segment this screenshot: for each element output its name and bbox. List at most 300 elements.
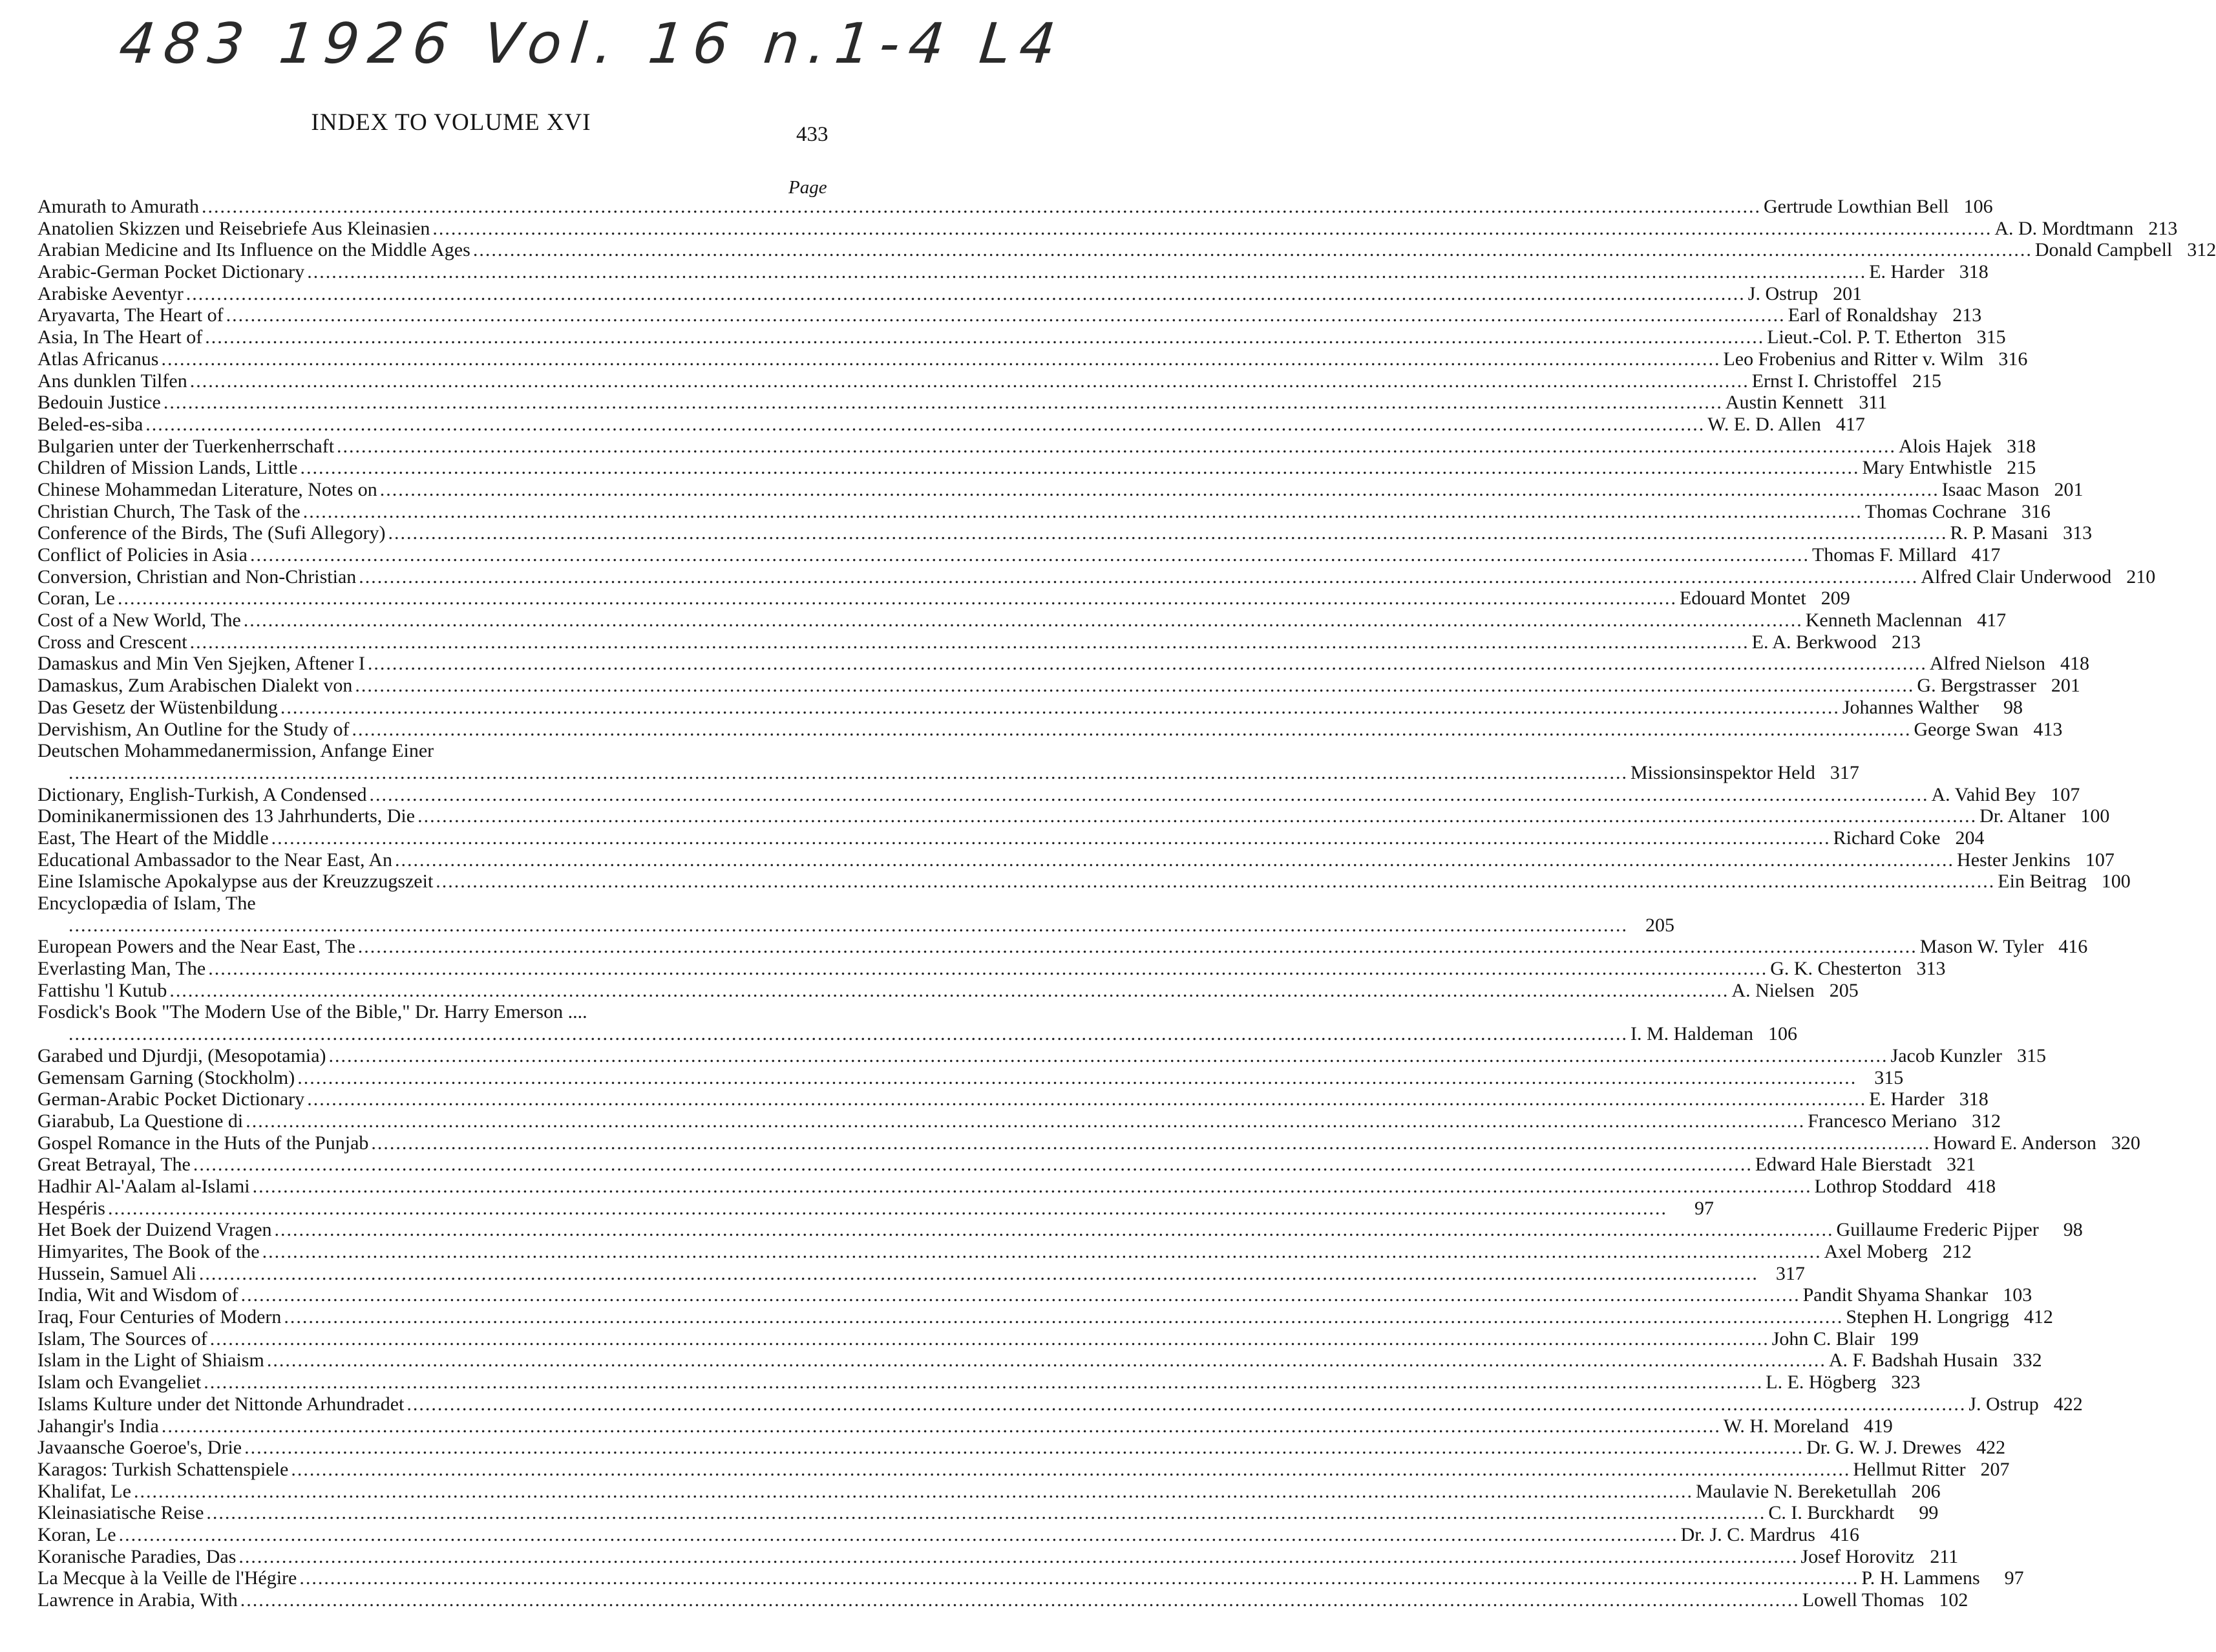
entry-page: 318 [2007,435,2036,457]
entry-page: 199 [1889,1328,1919,1350]
entry-page: 422 [2053,1393,2083,1415]
index-entry [37,1219,2083,1241]
entry-page: 412 [2023,1306,2053,1328]
dot-leader [473,239,2032,261]
dot-leader [244,609,1803,631]
index-entry [37,196,1993,218]
index-entry [37,1523,1859,1546]
index-entry [37,304,1982,326]
entry-title: Fosdick's Book "The Modern Use of the Bible," Dr. Harry Emerson .... [37,1001,587,1023]
dot-leader [246,1110,1805,1132]
dot-leader [297,1067,1857,1089]
index-entry [37,783,2080,806]
dot-leader [432,218,1992,240]
entry-author: Guillaume Frederic Pijper [1836,1219,2039,1241]
entry-page: 416 [1830,1523,1859,1545]
entry-page: 102 [1939,1589,1968,1611]
entry-page: 312 [2187,239,2216,261]
entry-author: Lieut.-Col. P. T. Etherton [1767,326,1962,348]
entry-author: A. F. Badshah Husain [1828,1350,1998,1371]
dot-leader [202,196,1761,218]
entry-page: 318 [1959,261,1989,283]
dot-leader [355,675,1914,697]
entry-page: 315 [2016,1044,2046,1066]
index-entry [37,740,839,762]
entry-title: Everlasting Man, The [37,958,206,980]
dot-leader [69,915,1628,937]
entry-title: Islam och Evangeliet [37,1371,202,1393]
dot-leader [388,522,1947,544]
entry-page: 97 [2004,1567,2024,1589]
entry-author: G. K. Chesterton [1770,958,1902,980]
index-entry [37,544,2001,566]
entry-title: Asia, In The Heart of [37,326,203,348]
entry-author: W. E. D. Allen [1707,413,1821,435]
handwritten-call-number: 483 1926 Vol. 16 n.1-4 L4 [116,12,1068,76]
entry-title: Christian Church, The Task of the [37,500,301,522]
entry-author: G. Bergstrasser [1917,675,2036,697]
entry-page: 418 [2060,653,2089,675]
entry-author: A. D. Mordtmann [1994,217,2134,239]
entry-author: C. I. Burckhardt [1768,1502,1895,1524]
entry-page: 213 [1952,304,1982,326]
dot-leader [267,1350,1826,1371]
index-entry [37,827,1985,849]
entry-author: Edouard Montet [1679,588,1806,609]
dot-leader [238,1546,1798,1568]
index-entry [37,1437,2006,1459]
entry-author: Missionsinspektor Held [1630,761,1815,783]
entry-page: 201 [2051,675,2080,697]
index-entry [37,653,2089,675]
entry-author: Francesco Meriano [1808,1110,1957,1132]
index-entry [37,936,2088,958]
dot-leader [241,1284,1800,1306]
dot-leader [275,1219,1834,1241]
entry-author: Ernst I. Christoffel [1751,370,1897,392]
entry-page: 419 [1863,1415,1893,1437]
entry-author: Pandit Shyama Shankar [1802,1284,1989,1306]
entry-page: 99 [1919,1502,1939,1524]
index-entry [37,522,2093,544]
dot-leader [118,588,1677,609]
entry-author: Lowell Thomas [1802,1589,1925,1611]
dot-leader [69,762,1628,784]
entry-title: La Mecque à la Veille de l'Hégire [37,1567,297,1589]
entry-page: 212 [1942,1241,1972,1262]
entry-page: 417 [1977,609,2007,631]
entry-author: Donald Campbell [2034,239,2173,261]
dot-leader [169,980,1729,1002]
entry-page: 107 [2085,849,2115,871]
entry-author: Gertrude Lowthian Bell [1763,196,1949,217]
entry-page: 103 [2003,1284,2032,1306]
entry-title: European Powers and the Near East, The [37,936,355,958]
page-title: INDEX TO VOLUME XVI [311,109,591,136]
entry-author: Dr. G. W. J. Drewes [1806,1437,1962,1459]
dot-leader [190,631,1749,653]
entry-page: 422 [1976,1437,2006,1459]
dot-leader [291,1459,1850,1481]
dot-leader [253,1176,1812,1198]
entry-page: 318 [1959,1088,1989,1110]
index-entry [37,282,1862,305]
dot-leader [271,827,1831,849]
entry-author: L. E. Högberg [1766,1371,1877,1393]
entry-title: Coran, Le [37,588,115,609]
entry-title: Gospel Romance in the Huts of the Punjab [37,1132,369,1154]
dot-leader [307,261,1866,283]
entry-page: 205 [1829,979,1859,1001]
entry-author: Alfred Clair Underwood [1921,566,2112,588]
entry-author: Johannes Walther [1842,696,1979,718]
entry-author: P. H. Lammens [1861,1567,1980,1589]
entry-page: 100 [2101,871,2131,893]
index-entry [37,1262,1805,1285]
index-entry [37,609,2007,631]
dot-leader [395,849,1954,871]
entry-title: Hespéris [37,1197,105,1219]
entry-author: Earl of Ronaldshay [1788,304,1938,326]
dot-leader [436,871,1995,893]
dot-leader [307,1088,1866,1110]
entry-title: Bedouin Justice [37,392,161,414]
index-entry [37,718,2063,741]
entry-title: Ans dunklen Tilfen [37,370,187,392]
entry-author: Alois Hajek [1899,435,1992,457]
dot-leader [145,414,1705,436]
dot-leader [119,1524,1678,1546]
index-entry [37,1480,1941,1503]
entry-author: Austin Kennett [1725,392,1844,414]
dot-leader [244,1437,1804,1459]
entry-title: Karagos: Turkish Schattenspiele [37,1458,289,1480]
entry-author: Stephen H. Longrigg [1846,1306,2009,1328]
entry-page: 311 [1859,392,1888,414]
entry-page: 97 [1694,1197,1714,1219]
entry-page: 316 [1998,348,2028,370]
index-entry [37,696,2023,719]
index-entry [37,675,2080,697]
entry-page: 213 [2148,217,2178,239]
index-entry [37,500,2051,523]
index-entry [37,1371,1921,1393]
dot-leader [208,958,1768,980]
index-entry [37,588,1850,609]
entry-page: 205 [1645,914,1674,936]
entry-title: Amurath to Amurath [37,196,199,217]
dot-leader [240,1589,1800,1611]
entry-title: Arabian Medicine and Its Influence on the Middle Ages [37,239,470,261]
entry-title: Islam in the Light of Shiaism [37,1350,264,1371]
entry-author: Kenneth Maclennan [1805,609,1963,631]
entry-title: Conference of the Birds, The (Sufi Allegory) [37,522,386,544]
entry-title: Lawrence in Arabia, With [37,1589,238,1611]
entry-title: Children of Mission Lands, Little [37,457,298,479]
dot-leader [250,544,1810,566]
index-entry [37,893,839,915]
index-entry [37,261,1989,283]
index-entry [37,958,1946,980]
entry-author: Jacob Kunzler [1890,1044,2002,1066]
index-entry [37,566,2156,588]
page-number: 433 [796,123,828,146]
index-entry [37,761,1859,784]
entry-page: 100 [2080,805,2110,827]
index-entry [37,478,2084,501]
entry-author: E. Harder [1869,261,1945,283]
index-entry [37,457,2036,479]
entry-page: 107 [2051,783,2080,805]
dot-leader [164,392,1723,414]
dot-leader [262,1241,1822,1263]
entry-page: 323 [1891,1371,1921,1393]
entry-title: Eine Islamische Apokalypse aus der Kreuzzugszeit [37,871,434,893]
index-entry [37,1458,2010,1481]
entry-author: Howard E. Anderson [1933,1132,2096,1154]
entry-page: 317 [1830,761,1859,783]
entry-page: 315 [1976,326,2006,348]
entry-author: E. Harder [1869,1088,1945,1110]
entry-author: Josef Horovitz [1800,1545,1915,1567]
entry-page: 98 [2003,696,2023,718]
index-entry [37,1110,2001,1132]
entry-author: Dr. J. C. Mardrus [1680,1523,1815,1545]
entry-title: Arabiske Aeventyr [37,282,184,304]
dot-leader [206,1502,1766,1524]
entry-page: 321 [1947,1154,1976,1176]
entry-author: Leo Frobenius and Ritter v. Wilm [1723,348,1984,370]
index-entry [37,1001,839,1023]
entry-title: Himyarites, The Book of the [37,1241,260,1262]
entry-author: Hellmut Ritter [1853,1458,1966,1480]
index-entry [37,1066,1904,1089]
dot-leader [406,1393,1966,1415]
entry-title: Koranische Paradies, Das [37,1545,237,1567]
dot-leader [380,479,1939,501]
dot-leader [337,436,1896,458]
entry-author: Dr. Altaner [1979,805,2066,827]
entry-page: 98 [2063,1219,2083,1241]
entry-title: Islam, The Sources of [37,1328,207,1350]
entry-page: 315 [1874,1066,1904,1088]
entry-title: Bulgarien unter der Tuerkenherrschaft [37,435,335,457]
entry-title: Cross and Crescent [37,631,187,653]
index-entry [37,1350,2042,1371]
entry-author: I. M. Haldeman [1630,1023,1753,1045]
index-entry [37,979,1859,1002]
dot-leader [108,1198,1667,1220]
index-entry [37,1284,2032,1306]
dot-leader [162,1415,1721,1437]
entry-page: 106 [1768,1023,1797,1045]
dot-leader [300,457,1859,479]
entry-page: 418 [1967,1175,1996,1197]
entry-page: 106 [1963,196,1993,217]
dot-leader [303,501,1862,523]
entry-author: George Swan [1914,718,2019,740]
dot-leader [417,805,1977,827]
dot-leader [210,1328,1769,1350]
entry-title: Atlas Africanus [37,348,159,370]
index-entry [37,1415,1893,1437]
entry-title: Encyclopædia of Islam, The [37,893,256,914]
index-entry [37,392,1888,414]
entry-title: Arabic-German Pocket Dictionary [37,261,305,283]
entry-author: Mary Entwhistle [1862,457,1992,479]
entry-title: Damaskus, Zum Arabischen Dialekt von [37,675,353,697]
entry-title: Het Boek der Duizend Vragen [37,1219,272,1241]
entry-title: Dictionary, English-Turkish, A Condensed [37,783,367,805]
entry-title: India, Wit and Wisdom of [37,1284,238,1306]
entry-title: Iraq, Four Centuries of Modern [37,1306,282,1328]
index-entry [37,435,2036,458]
entry-title: Gemensam Garning (Stockholm) [37,1066,295,1088]
index-entry [37,1567,2024,1589]
entry-title: Hussein, Samuel Ali [37,1262,196,1284]
entry-author: Thomas F. Millard [1811,544,1957,566]
entry-title: Conversion, Christian and Non-Christian [37,566,357,588]
index-list [37,196,2216,1611]
entry-page: 313 [1916,958,1946,980]
entry-author: A. Vahid Bey [1931,783,2036,805]
entry-author: John C. Blair [1771,1328,1875,1350]
entry-title: Beled-es-siba [37,413,143,435]
entry-page: 211 [1930,1545,1959,1567]
entry-title: Islams Kulture under det Nittonde Arhundradet [37,1393,405,1415]
index-entry [37,1241,1972,1263]
entry-author: J. Ostrup [1747,282,1819,304]
index-entry [37,1023,1797,1045]
dot-leader [186,283,1746,305]
dot-leader [226,304,1786,326]
entry-page: 313 [2063,522,2093,544]
entry-page: 215 [1912,370,1941,392]
entry-author: Hester Jenkins [1957,849,2071,871]
entry-page: 207 [1980,1458,2010,1480]
entry-title: Chinese Mohammedan Literature, Notes on [37,478,377,500]
index-entry [37,370,1941,392]
entry-title: Kleinasiatische Reise [37,1502,204,1524]
entry-page: 201 [2054,478,2084,500]
entry-author: J. Ostrup [1968,1393,2039,1415]
entry-author: Richard Coke [1833,827,1941,849]
dot-leader [204,1371,1763,1393]
entry-title: Garabed und Djurdji, (Mesopotamia) [37,1044,326,1066]
dot-leader [284,1306,1843,1328]
dot-leader [371,1132,1930,1154]
index-entry [37,217,2178,240]
index-entry [37,326,2006,348]
entry-page: 215 [2007,457,2036,479]
entry-page: 413 [2033,718,2063,740]
entry-title: Deutschen Mohammedanermission, Anfange Einer [37,740,434,762]
entry-author: Axel Moberg [1824,1241,1928,1262]
index-entry [37,1328,1919,1350]
dot-leader [199,1263,1758,1285]
entry-title: Dominikanermissionen des 13 Jahrhunderts, Die [37,805,416,827]
dot-leader [368,653,1927,675]
index-entry [37,413,1865,436]
entry-title: Khalifat, Le [37,1480,131,1502]
entry-title: Cost of a New World, The [37,609,241,631]
entry-author: Isaac Mason [1941,478,2040,500]
entry-title: Hadhir Al-'Aalam al-Islami [37,1175,250,1197]
entry-page: 204 [1955,827,1985,849]
index-entry [37,1132,2140,1154]
index-entry [37,1088,1989,1110]
index-entry [37,871,2131,893]
index-entry [37,849,2115,871]
index-entry [37,1175,1996,1198]
entry-title: Educational Ambassador to the Near East, An [37,849,393,871]
entry-page: 206 [1911,1480,1941,1502]
entry-title: Fattishu 'l Kutub [37,979,167,1001]
dot-leader [299,1567,1859,1589]
dot-leader [190,370,1749,392]
index-entry [37,1545,1959,1568]
entry-title: Dervishism, An Outline for the Study of [37,718,350,740]
entry-page: 316 [2021,500,2051,522]
entry-title: Aryavarta, The Heart of [37,304,224,326]
entry-title: Conflict of Policies in Asia [37,544,248,566]
page-column-label: Page [788,177,827,198]
dot-leader [69,1023,1628,1045]
entry-title: Anatolien Skizzen und Reisebriefe Aus Kleinasien [37,217,430,239]
dot-leader [193,1154,1753,1176]
dot-leader [329,1045,1888,1067]
dot-leader [280,697,1840,719]
entry-page: 210 [2126,566,2156,588]
entry-title: German-Arabic Pocket Dictionary [37,1088,305,1110]
entry-author: E. A. Berkwood [1751,631,1877,653]
entry-author: A. Nielsen [1731,979,1815,1001]
index-entry [37,1197,1714,1220]
entry-title: Javaansche Goeroe's, Drie [37,1437,242,1459]
index-entry [37,1044,2046,1067]
index-entry [37,1154,1976,1176]
index-entry [37,914,1674,937]
index-entry [37,1589,1968,1611]
index-entry [37,1306,2053,1328]
entry-page: 209 [1820,588,1850,609]
dot-leader [134,1481,1693,1503]
entry-page: 201 [1833,282,1862,304]
entry-title: East, The Heart of the Middle [37,827,269,849]
entry-author: Ein Beitrag [1998,871,2087,893]
entry-page: 332 [2012,1350,2042,1371]
entry-title: Jahangir's India [37,1415,159,1437]
index-entry [37,1393,2083,1415]
dot-leader [205,326,1764,348]
index-entry [37,239,2216,261]
entry-author: W. H. Moreland [1723,1415,1849,1437]
entry-title: Giarabub, La Questione di [37,1110,244,1132]
entry-author: Lothrop Stoddard [1814,1175,1952,1197]
index-entry [37,805,2110,827]
entry-title: Damaskus and Min Ven Sjejken, Aftener I [37,653,365,675]
entry-author: Edward Hale Bierstadt [1755,1154,1932,1176]
entry-page: 312 [1972,1110,2001,1132]
entry-title: Koran, Le [37,1523,116,1545]
entry-author: Mason W. Tyler [1919,936,2044,958]
dot-leader [161,348,1720,370]
index-entry [37,348,2028,370]
entry-author: R. P. Masani [1950,522,2049,544]
index-entry [37,1502,1939,1524]
entry-page: 417 [1835,413,1865,435]
entry-author: Thomas Cochrane [1864,500,2007,522]
